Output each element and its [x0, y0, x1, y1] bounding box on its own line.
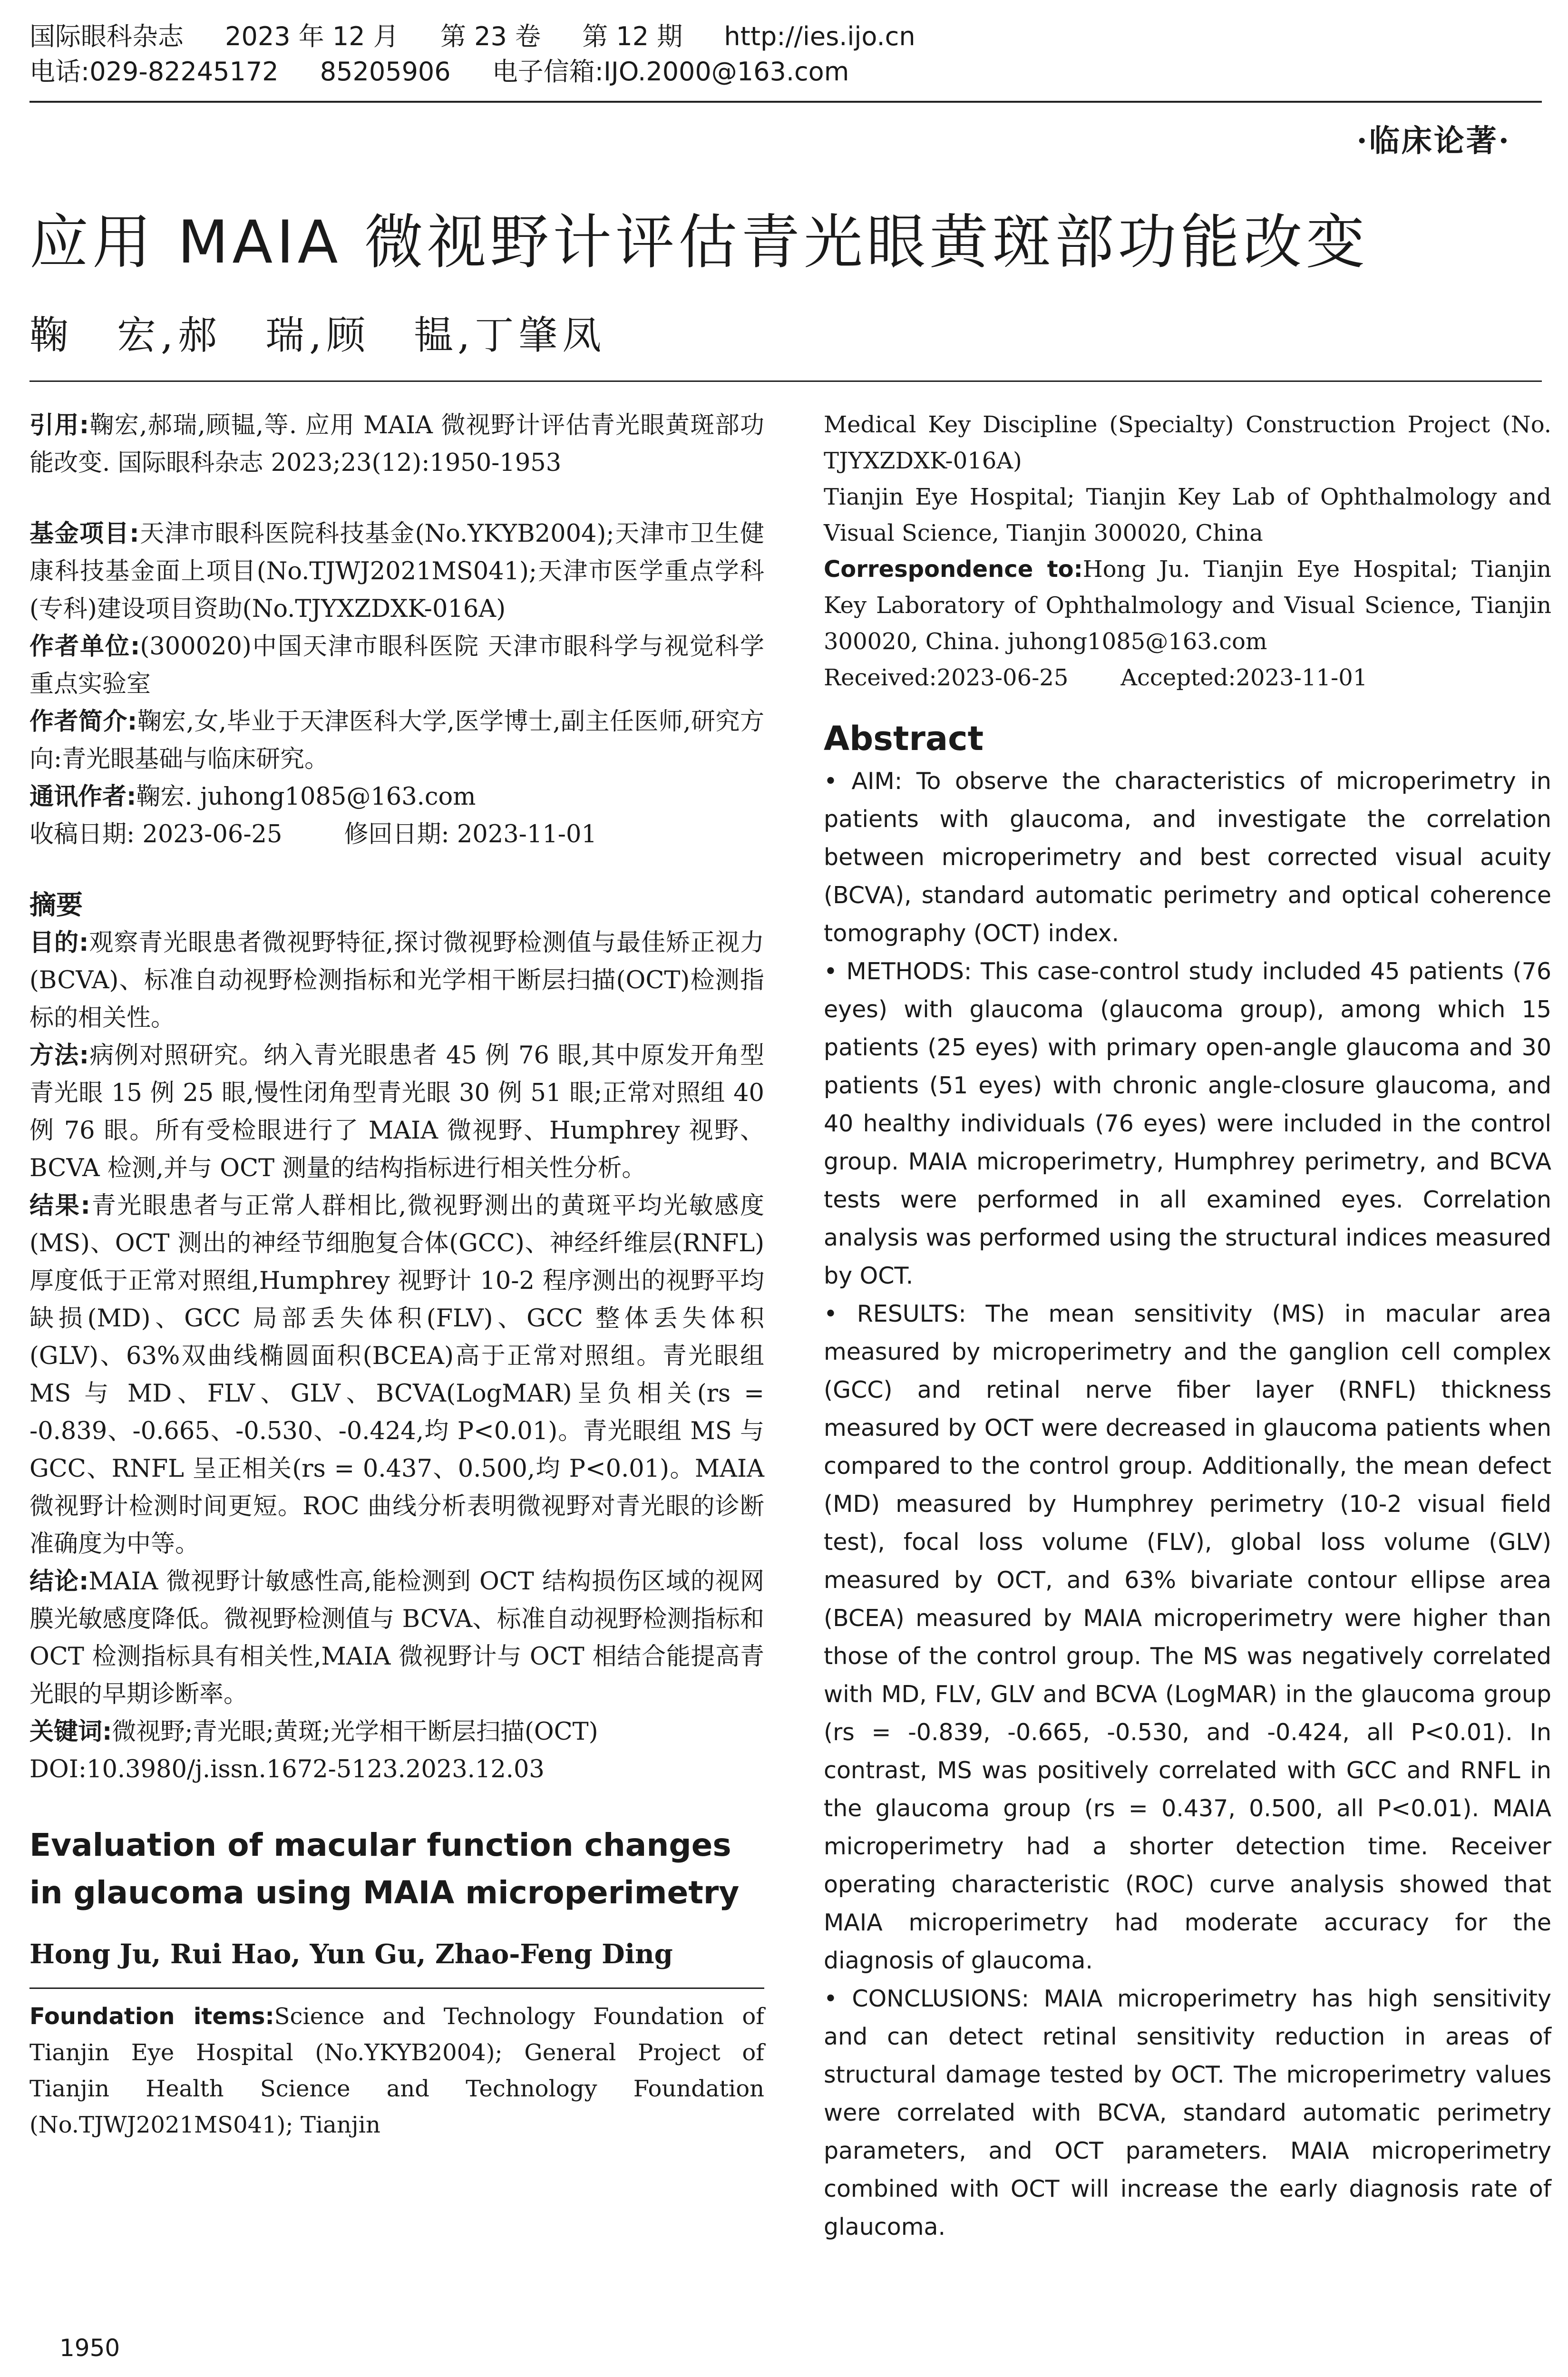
header-row-2 — [29, 54, 1542, 89]
dates-cn — [29, 816, 764, 853]
english-authors: Hong Ju, Rui Hao, Yun Gu, Zhao-Feng Ding — [29, 1939, 673, 1970]
abstract-methods: • METHODS: This case-control study included 45 patients (76 eyes) with glaucoma (glaucoma group), among which 15 patients (25 eyes) with primary open-angle glaucoma and 30 patients (51 eyes) with chronic angle-closure glaucoma, and 40 healthy individuals (76 eyes) were included in the control group. MAIA microperimetry, Humphrey perimetry, and BCVA tests were performed in all examined eyes. Correlation analysis was performed using the structural indices measured by OCT. — [824, 958, 1551, 1289]
abstract-cn-heading: 摘要 — [29, 890, 83, 921]
bio-label: 作者简介: — [29, 708, 137, 736]
abstract-results: • RESULTS: The mean sensitivity (MS) in macular area measured by microperimetry and the ganglion cell complex (GCC) and retinal nerve fiber layer (RNFL) thickness measured by OCT were decreased in glaucoma patients when compared to the control group. Additionally, the mean defect (MD) measured by Humphrey perimetry (10-2 visual field test), focal loss volume (FLV), global loss volume (GLV) measured by OCT, and 63% bivariate contour ellipse area (BCEA) measured by MAIA microperimetry were higher than those of the control group. The MS was negatively correlated with MD, FLV, GLV and BCVA (LogMAR) in the glaucoma group (rs = -0.839, -0.665, -0.530, and -0.424, all P<0.01). In contrast, MS was positively correlated with GCC and RNFL in the glaucoma group (rs = 0.437, 0.500, all P<0.01). MAIA microperimetry had a shorter detection time. Receiver operating characteristic (ROC) curve analysis showed that MAIA microperimetry had moderate accuracy for the diagnosis of glaucoma. — [824, 1300, 1551, 1974]
correspondence-label: Correspondence to: — [824, 556, 1083, 583]
journal-url[interactable]: http://ies.ijo.cn — [724, 21, 915, 51]
methods-cn-text: 病例对照研究。纳入青光眼患者 45 例 76 眼,其中原发开角型青光眼 15 例 25 眼,慢性闭角型青光眼 30 例 51 眼;正常对照组 40 例 76 眼。所有受检眼进行了 MAIA 微视野、Humphrey 视野、BCVA 检测,并与 OCT 测量的结构指标进行相关性分析。 — [29, 1042, 764, 1182]
phone: 电话:029-82245172 — [29, 57, 279, 87]
results-cn-label: 结果: — [29, 1192, 90, 1220]
received-cn: 收稿日期: 2023-06-25 — [29, 820, 282, 848]
unit-text: (300020)中国天津市眼科医院 天津市眼科学与视觉科学重点实验室 — [29, 633, 764, 698]
fund-text: 天津市眼科医院科技基金(No.YKYB2004);天津市卫生健康科技基金面上项目(No.TJWJ2021MS041);天津市医学重点学科(专科)建设项目资助(No.TJYXZDXK-016A) — [29, 520, 764, 623]
phone-2: 85205906 — [320, 57, 451, 87]
citation — [29, 407, 764, 482]
keywords-label: 关键词: — [29, 1718, 112, 1746]
received-en: Received:2023-06-25 — [824, 664, 1069, 691]
authors-cn: 鞠 宏,郝 瑞,顾 韫,丁肇凤 — [29, 313, 606, 358]
results-cn-text: 青光眼患者与正常人群相比,微视野测出的黄斑平均光敏感度(MS)、OCT 测出的神经节细胞复合体(GCC)、神经纤维层(RNFL)厚度低于正常对照组,Humphrey 视野计 10-2 程序测出的视野平均缺损(MD)、GCC 局部丢失体积(FLV)、GCC 整体丢失体积(GLV)、63%双曲线椭圆面积(BCEA)高于正常对照组。青光眼组 MS 与 MD、FLV、GLV、BCVA(LogMAR)呈负相关(rs = -0.839、-0.665、-0.530、-0.424,均 P<0.01)。青光眼组 MS 与 GCC、RNFL 呈正相关(rs = 0.437、0.500,均 P<0.01)。MAIA 微视野计检测时间更短。ROC 曲线分析表明微视野对青光眼的诊断准确度为中等。 — [29, 1192, 764, 1558]
header-rule — [29, 101, 1542, 103]
foundation-text: Science and Technology Foundation of Tianjin Eye Hospital (No.YKYB2004); General Project of Tianjin Health Science and Technology Foundation (No.TJWJ2021MS041); Tianjin — [29, 2003, 765, 2138]
accepted-en: Accepted:2023-11-01 — [1120, 664, 1368, 691]
issue-date: 2023 年 12 月 — [225, 21, 399, 51]
abstract-heading: Abstract — [824, 719, 984, 758]
journal-email[interactable]: 电子信箱:IJO.2000@163.com — [492, 57, 849, 87]
authors-rule — [29, 380, 1542, 382]
foundation-en — [29, 1998, 764, 2143]
authors-divider — [29, 1987, 764, 1989]
foundation-continued: Medical Key Discipline (Specialty) Construction Project (No. TJYXZDXK-016A) — [824, 411, 1551, 474]
right-column — [824, 407, 1551, 2246]
unit — [29, 628, 764, 703]
corr-text: 鞠宏. juhong1085@163.com — [136, 783, 476, 811]
aim-cn-label: 目的: — [29, 929, 89, 957]
running-header — [29, 19, 1542, 89]
keywords-text: 微视野;青光眼;黄斑;光学相干断层扫描(OCT) — [112, 1718, 598, 1746]
abstract-conclusions: • CONCLUSIONS: MAIA microperimetry has high sensitivity and can detect retinal sensitivity reduction in areas of structural damage tested by OCT. The microperimetry values were correlated with BCVA, standard automatic perimetry parameters, and OCT parameters. MAIA microperimetry combined with OCT will increase the early diagnosis rate of glaucoma. — [824, 1985, 1551, 2241]
volume: 第 23 卷 — [440, 21, 541, 51]
issue: 第 12 期 — [582, 21, 683, 51]
corresponding-author — [29, 778, 764, 816]
affiliation-en: Tianjin Eye Hospital; Tianjin Key Lab of Ophthalmology and Visual Science, Tianjin 300020, China — [824, 484, 1551, 546]
correspondence-en — [824, 551, 1551, 660]
aim-cn — [29, 924, 764, 1037]
fund-label: 基金项目: — [29, 520, 139, 548]
methods-cn-label: 方法: — [29, 1042, 89, 1070]
corr-label: 通讯作者: — [29, 783, 136, 811]
citation-label: 引用: — [29, 411, 89, 439]
bio — [29, 703, 764, 778]
header-row-1 — [29, 19, 1542, 54]
left-column — [29, 407, 764, 2143]
doi[interactable]: DOI:10.3980/j.issn.1672-5123.2023.12.03 — [29, 1755, 545, 1783]
keywords-cn — [29, 1713, 764, 1751]
revised-cn: 修回日期: 2023-11-01 — [344, 820, 597, 848]
aim-cn-text: 观察青光眼患者微视野特征,探讨微视野检测值与最佳矫正视力(BCVA)、标准自动视野检测指标和光学相干断层扫描(OCT)检测指标的相关性。 — [29, 929, 764, 1032]
article-title: 应用 MAIA 微视野计评估青光眼黄斑部功能改变 — [29, 208, 1369, 277]
unit-label: 作者单位: — [29, 633, 140, 661]
conclusion-cn — [29, 1563, 764, 1713]
conclusion-cn-label: 结论: — [29, 1568, 89, 1596]
page-number: 1950 — [59, 2334, 120, 2362]
foundation-label: Foundation items: — [29, 2003, 274, 2030]
dates-en — [824, 660, 1551, 696]
correspondence-text: Hong Ju. Tianjin Eye Hospital; Tianjin Key Laboratory of Ophthalmology and Visual Science, Tianjin 300020, China. juhong1085@163.com — [824, 556, 1551, 655]
fund — [29, 515, 764, 628]
column-label: ·临床论著· — [1356, 123, 1511, 159]
abstract-aim: • AIM: To observe the characteristics of microperimetry in patients with glaucoma, and investigate the correlation between microperimetry and best corrected visual acuity (BCVA), standard automatic perimetry and optical coherence tomography (OCT) index. — [824, 768, 1551, 947]
methods-cn — [29, 1037, 764, 1187]
journal-name: 国际眼科杂志 — [29, 21, 184, 51]
results-cn — [29, 1187, 764, 1563]
bio-text: 鞠宏,女,毕业于天津医科大学,医学博士,副主任医师,研究方向:青光眼基础与临床研究。 — [29, 708, 764, 773]
english-title: Evaluation of macular function changes in glaucoma using MAIA microperimetry — [29, 1827, 740, 1911]
conclusion-cn-text: MAIA 微视野计敏感性高,能检测到 OCT 结构损伤区域的视网膜光敏感度降低。微视野检测值与 BCVA、标准自动视野检测指标和 OCT 检测指标具有相关性,MAIA 微视野计与 OCT 相结合能提高青光眼的早期诊断率。 — [29, 1568, 764, 1708]
citation-text: 鞠宏,郝瑞,顾韫,等. 应用 MAIA 微视野计评估青光眼黄斑部功能改变. 国际眼科杂志 2023;23(12):1950-1953 — [29, 411, 764, 477]
